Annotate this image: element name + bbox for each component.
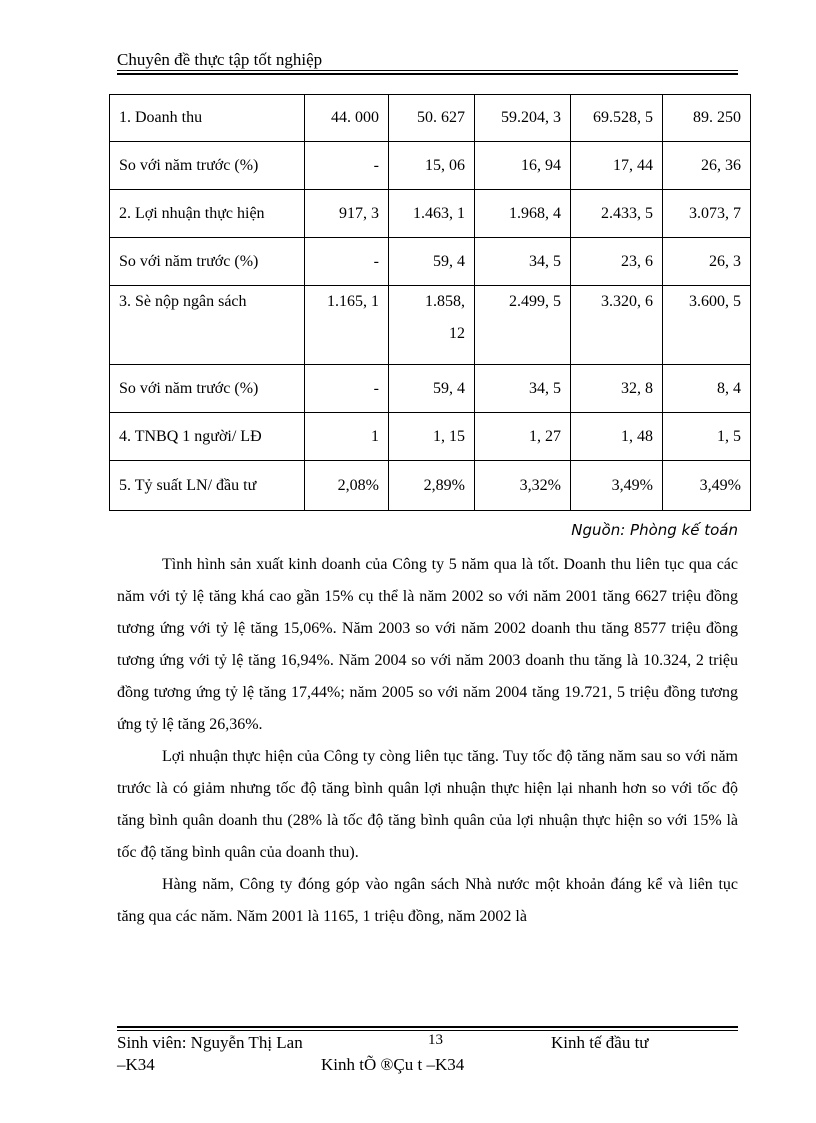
- header-rule-thick: [117, 73, 738, 75]
- footer-department: Kinh tế đầu tư: [551, 1033, 649, 1052]
- paragraph: Hàng năm, Công ty đóng góp vào ngân sách Nhà nước một khoản đáng kể và liên tục tăng qua các năm. Năm 2001 là 1165, 1 triệu đồng, năm 2002 là: [117, 876, 738, 925]
- table-cell: So với năm trước (%): [110, 238, 305, 286]
- table-cell: 3.600, 5: [663, 286, 751, 365]
- table-cell: So với năm trước (%): [110, 365, 305, 413]
- table-cell: 1, 5: [663, 413, 751, 461]
- table-cell: 3.320, 6: [571, 286, 663, 365]
- footer-rule-thick: [117, 1026, 738, 1028]
- table-cell: 16, 94: [475, 142, 571, 190]
- table-cell: 2. Lợi nhuận thực hiện: [110, 190, 305, 238]
- table-row: [110, 142, 751, 190]
- table-cell: 917, 3: [305, 190, 389, 238]
- table-cell: -: [305, 142, 389, 190]
- table-cell: 34, 5: [475, 238, 571, 286]
- table-row: [110, 461, 751, 511]
- table-cell: 44. 000: [305, 95, 389, 142]
- table-cell: 59, 4: [389, 365, 475, 413]
- table-row: [110, 286, 751, 365]
- table-cell: 1. Doanh thu: [110, 95, 305, 142]
- table-row: [110, 238, 751, 286]
- table-cell: 1, 27: [475, 413, 571, 461]
- table-cell: 5. Tỷ suất LN/ đầu tư: [110, 461, 305, 511]
- table-cell: 1.165, 1: [305, 286, 389, 365]
- table-row: [110, 365, 751, 413]
- table-row: [110, 413, 751, 461]
- table-cell: 3,49%: [571, 461, 663, 511]
- table-cell: 26, 3: [663, 238, 751, 286]
- footer-student-name: Sinh viên: Nguyễn Thị Lan: [117, 1033, 303, 1052]
- table-cell: 89. 250: [663, 95, 751, 142]
- table-cell: 2,08%: [305, 461, 389, 511]
- table-row: [110, 190, 751, 238]
- body-text: [117, 549, 738, 933]
- table-cell: -: [305, 238, 389, 286]
- table-row: [110, 95, 751, 142]
- table-cell: 2,89%: [389, 461, 475, 511]
- table-cell: -: [305, 365, 389, 413]
- header-rule-thin: [117, 70, 738, 71]
- footer-class-suffix: –K34: [117, 1055, 155, 1074]
- table-cell: 8, 4: [663, 365, 751, 413]
- table-cell: 26, 36: [663, 142, 751, 190]
- table-cell: 3,49%: [663, 461, 751, 511]
- page-header-title: Chuyên đề thực tập tốt nghiệp: [117, 50, 323, 69]
- table-cell: 2.433, 5: [571, 190, 663, 238]
- table-cell: 1: [305, 413, 389, 461]
- table-cell: 1.968, 4: [475, 190, 571, 238]
- table-cell: [389, 286, 475, 365]
- paragraph: Tình hình sản xuất kinh doanh của Công ty 5 năm qua là tốt. Doanh thu liên tục qua các năm với tỷ lệ tăng khá cao gần 15% cụ thể là năm 2002 so với năm 2001 tăng 6627 triệu đồng tương ứng với tỷ lệ tăng 15,06%. Năm 2003 so với năm 2002 doanh thu tăng 8577 triệu đồng tương ứng với tỷ lệ tăng 16,94%. Năm 2004 so với năm 2003 doanh thu tăng là 10.324, 2 triệu đồng tương ứng tỷ lệ tăng 17,44%; năm 2005 so với năm 2004 tăng 19.721, 5 triệu đồng tương ứng tỷ lệ tăng 26,36%.: [117, 556, 738, 733]
- table-cell: 1, 15: [389, 413, 475, 461]
- business-results-table: [109, 94, 751, 511]
- table-cell: 2.499, 5: [475, 286, 571, 365]
- page-number: 13: [428, 1032, 443, 1048]
- footer-garbled-department: Kinh tÕ ®Çu t: [321, 1055, 423, 1074]
- table-cell: 4. TNBQ 1 người/ LĐ: [110, 413, 305, 461]
- table-cell: 17, 44: [571, 142, 663, 190]
- table-cell: 59.204, 3: [475, 95, 571, 142]
- footer-garbled-line: [321, 1055, 464, 1075]
- footer-garbled-suffix: –K34: [426, 1055, 465, 1074]
- table-cell: 3. Sè nộp ngân sách: [110, 286, 305, 365]
- table-cell: 3.073, 7: [663, 190, 751, 238]
- table-cell: 69.528, 5: [571, 95, 663, 142]
- table-cell: 23, 6: [571, 238, 663, 286]
- table-cell: 3,32%: [475, 461, 571, 511]
- paragraph: Lợi nhuận thực hiện của Công ty còng liên tục tăng. Tuy tốc độ tăng năm sau so với năm trước là có giảm nhưng tốc độ tăng bình quân lợi nhuận thực hiện lại nhanh hơn so với tốc độ tăng bình quân doanh thu (28% là tốc độ tăng bình quân của lợi nhuận thực hiện so với 15% là tốc độ tăng bình quân của doanh thu).: [117, 748, 738, 861]
- table-source-note: Nguồn: Phòng kế toán: [571, 521, 738, 539]
- table-cell: 34, 5: [475, 365, 571, 413]
- table-cell: 32, 8: [571, 365, 663, 413]
- table-cell: 50. 627: [389, 95, 475, 142]
- table-cell: So với năm trước (%): [110, 142, 305, 190]
- table-cell: 1.463, 1: [389, 190, 475, 238]
- table-cell: 1, 48: [571, 413, 663, 461]
- table-cell-text: 1.858, 12: [425, 293, 465, 342]
- table-cell: 15, 06: [389, 142, 475, 190]
- table-cell: 59, 4: [389, 238, 475, 286]
